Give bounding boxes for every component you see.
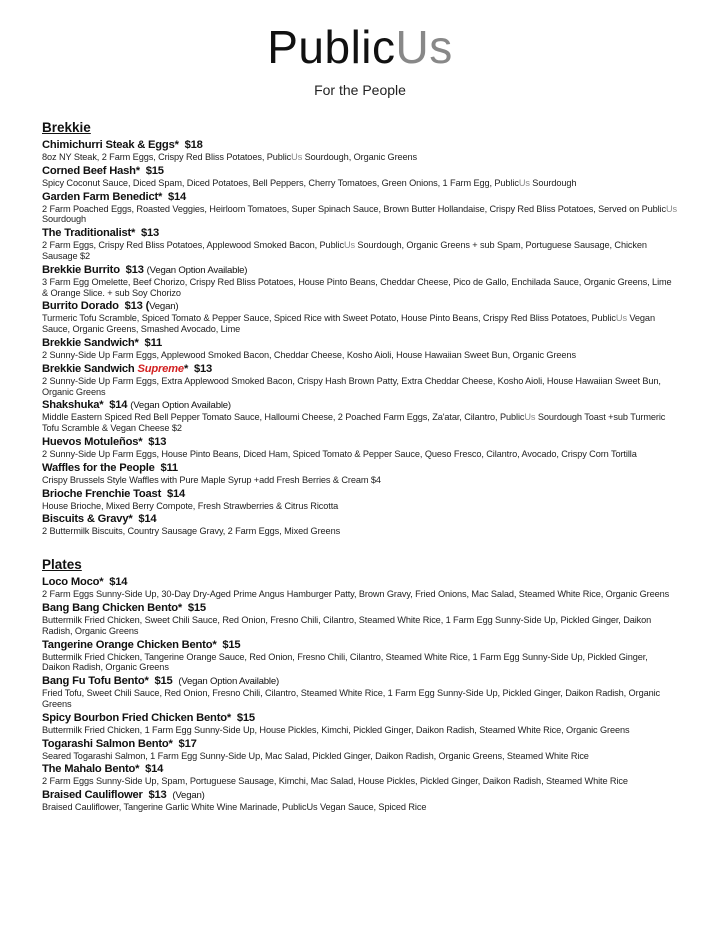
item-name-star: * [183,362,189,375]
item-price: $13 [124,300,143,313]
item-name: Shakshuka* [42,399,104,412]
menu-item [42,139,678,163]
menu-item [42,227,678,262]
item-price: $18 [184,139,203,151]
logo-public: Public [267,21,396,73]
menu-item [42,462,678,486]
us-mark: Us [518,177,530,188]
menu-item [42,513,678,537]
item-name: Brekkie Sandwich [42,362,138,375]
item-note: (Vegan) [172,790,205,802]
item-name: Chimichurri Steak & Eggs* [42,139,179,151]
item-desc: Turmeric Tofu Scramble, Spiced Tomato & Pepper Sauce, Spiced Rice with Sweet Potato, House Pinto Beans, Crispy Red Bliss Potatoes, Public [42,313,616,324]
menu-item [42,675,678,710]
item-desc: Buttermilk Fried Chicken, Sweet Chili Sauce, Red Onion, Fresno Chili, Cilantro, Steamed White Rice, 1 Farm Egg Sunny-Side Up, Pickled Ginger, Daikon Radish, Organic Greens [42,614,652,636]
item-name: Brekkie Sandwich* [42,336,139,349]
item-name: Spicy Bourbon Fried Chicken Bento* [42,711,232,724]
item-price: $14 [138,513,157,526]
item-desc: 2 Farm Eggs, Crispy Red Bliss Potatoes, Applewood Smoked Bacon, Public [42,240,344,251]
item-price: $13 [148,435,167,448]
item-name: Burrito Dorado [42,300,119,313]
item-name: Corned Beef Hash* [42,164,140,177]
item-price: $13 [193,362,213,375]
item-name: Huevos Motuleños* [42,435,143,448]
item-name: Waffles for the People [42,461,155,474]
item-desc: Crispy Brussels Style Waffles with Pure Maple Syrup +add Fresh Berries & Cream $4 [42,474,381,485]
item-name: Togarashi Salmon Bento* [42,737,173,750]
section-title-plates: Plates [42,557,82,573]
us-mark: Us [666,203,678,214]
item-desc: 3 Farm Egg Omelette, Beef Chorizo, Crispy Red Bliss Potatoes, House Pinto Beans, Cheddar Cheese, Pico de Gallo, Enchilada Sauce, Organic Greens, Lime & Orange Slice. + sub Soy Chorizo [42,276,672,298]
item-desc: 2 Sunny-Side Up Farm Eggs, House Pinto Beans, Diced Ham, Spiced Tomato & Pepper Sauce, Queso Fresco, Cilantro, Avocado, Crispy Corn Tortilla [42,448,637,459]
menu-item [42,576,678,600]
item-name: Braised Cauliflower [42,789,143,802]
item-price: $14 [167,190,187,203]
menu-item [42,191,678,226]
item-name: Biscuits & Gravy* [42,513,133,526]
item-note: (Vegan Option Available) [130,400,231,412]
item-name: The Mahalo Bento* [42,763,140,776]
us-mark: Us [343,240,355,251]
logo [42,0,678,73]
tagline: For the People [314,82,406,98]
item-name: Brioche Frenchie Toast [42,487,162,500]
item-price: $15 [145,164,164,177]
item-desc: Middle Eastern Spiced Red Bell Pepper Tomato Sauce, Halloumi Cheese, 2 Poached Farm Eggs, Za'atar, Cilantro, Public [42,412,525,423]
section-title-brekkie: Brekkie [42,120,91,135]
item-name: The Traditionalist* [42,227,136,240]
item-note: (Vegan Option Available) [146,264,248,276]
item-name: Loco Moco* [42,576,104,589]
logo-us: Us [395,21,453,73]
menu-item [42,763,678,787]
menu-item [42,337,678,361]
item-price: $14 [166,487,186,500]
item-price: $15 [187,601,206,614]
item-desc: 8oz NY Steak, 2 Farm Eggs, Crispy Red Bliss Potatoes, Public [42,152,292,162]
item-desc: Spicy Coconut Sauce, Diced Spam, Diced Potatoes, Bell Peppers, Cherry Tomatoes, Green Onions, 1 Farm Egg, Public [42,177,519,188]
item-desc: Braised Cauliflower, Tangerine Garlic White Wine Marinade, PublicUs Vegan Sauce, Spiced Rice [42,802,427,813]
item-price: $13 [125,263,144,276]
item-name-supreme: Supreme [137,362,184,375]
item-price: $14 [109,576,128,589]
menu-item [42,488,678,512]
item-price: $11 [160,461,178,474]
item-price: $13 [148,789,167,802]
menu-item [42,399,678,434]
item-name: Bang Fu Tofu Bento* [42,675,149,688]
item-desc: 2 Farm Poached Eggs, Roasted Veggies, Heirloom Tomatoes, Super Spinach Sauce, Brown Butter Hollandaise, Crispy Red Bliss Potatoes, Served on Public [42,203,666,214]
menu-item [42,602,678,637]
us-mark: Us [524,412,536,423]
item-desc: 2 Farm Eggs Sunny-Side Up, 30-Day Dry-Aged Prime Angus Hamburger Patty, Brown Gravy, Fried Onions, Mac Salad, Steamed White Rice, Organic Greens [42,589,670,600]
menu-item [42,789,678,813]
us-mark: Us [615,313,627,324]
item-desc-rest: Sourdough [529,177,577,188]
menu-item [42,712,678,736]
item-desc: Seared Togarashi Salmon, 1 Farm Egg Sunny-Side Up, Mac Salad, Pickled Ginger, Daikon Radish, Organic Greens, Steamed White Rice [42,750,589,761]
item-note: (Vegan Option Available) [178,676,279,688]
item-desc: Buttermilk Fried Chicken, 1 Farm Egg Sunny-Side Up, House Pickles, Kimchi, Pickled Ginger, Daikon Radish, Steamed White Rice, Organic Greens [42,724,630,735]
item-name: Brekkie Burrito [42,263,120,276]
item-desc-rest: Sourdough, Organic Greens [302,152,418,162]
menu-item [42,639,678,674]
item-price: $11 [144,336,162,349]
item-price: $14 [145,763,164,776]
item-price: $13 [141,227,160,240]
item-desc: 2 Buttermilk Biscuits, Country Sausage Gravy, 2 Farm Eggs, Mixed Greens [42,526,341,537]
item-price: $15 [222,638,241,651]
item-desc-rest: Sourdough Toast +sub Turmeric Tofu Scramble & Vegan Cheese $2 [42,412,666,434]
item-note: Vegan) [149,301,179,313]
item-price: $15 [236,711,255,724]
us-mark: Us [291,152,303,162]
item-price: $15 [154,675,173,688]
item-name: Garden Farm Benedict* [42,190,163,203]
menu-item [42,363,678,398]
menu-item [42,738,678,762]
menu-item [42,436,678,460]
item-desc: House Brioche, Mixed Berry Compote, Fresh Strawberries & Citrus Ricotta [42,500,339,511]
menu-item [42,300,678,335]
item-desc: 2 Farm Eggs Sunny-Side Up, Spam, Portuguese Sausage, Kimchi, Mac Salad, House Pickles, Pickled Ginger, Daikon Radish, Steamed White Rice [42,776,628,787]
item-desc-rest: Sourdough, Organic Greens + sub Spam, Portuguese Sausage, Chicken Sausage $2 [42,240,647,261]
menu-item [42,264,678,299]
item-desc-rest: Vegan Sauce, Organic Greens, Smashed Avocado, Lime [42,313,655,335]
item-desc: 2 Sunny-Side Up Farm Eggs, Extra Applewood Smoked Bacon, Crispy Hash Brown Patty, Extra Cheddar Cheese, Kosho Aioli, House Hawaiian Sweet Bun, Organic Greens [42,375,661,397]
item-desc: Fried Tofu, Sweet Chili Sauce, Red Onion, Fresno Chili, Cilantro, Steamed White Rice, 1 Farm Egg Sunny-Side Up, Pickled Ginger, Daikon Radish, Organic Greens [42,688,661,709]
item-price: $14 [109,399,128,412]
item-note-open: ( [145,300,150,313]
menu-item [42,165,678,189]
item-desc: 2 Sunny-Side Up Farm Eggs, Applewood Smoked Bacon, Cheddar Cheese, Kosho Aioli, House Hawaiian Sweet Bun, Organic Greens [42,349,576,360]
item-desc-rest: Sourdough [42,214,87,225]
item-name: Tangerine Orange Chicken Bento* [42,638,217,651]
item-name: Bang Bang Chicken Bento* [42,601,183,614]
item-desc: Buttermilk Fried Chicken, Tangerine Orange Sauce, Red Onion, Fresno Chili, Cilantro, Steamed White Rice, 1 Farm Egg Sunny-Side Up, Pickled Ginger, Daikon Radish, Organic Greens [42,651,648,673]
item-price: $17 [178,737,197,750]
